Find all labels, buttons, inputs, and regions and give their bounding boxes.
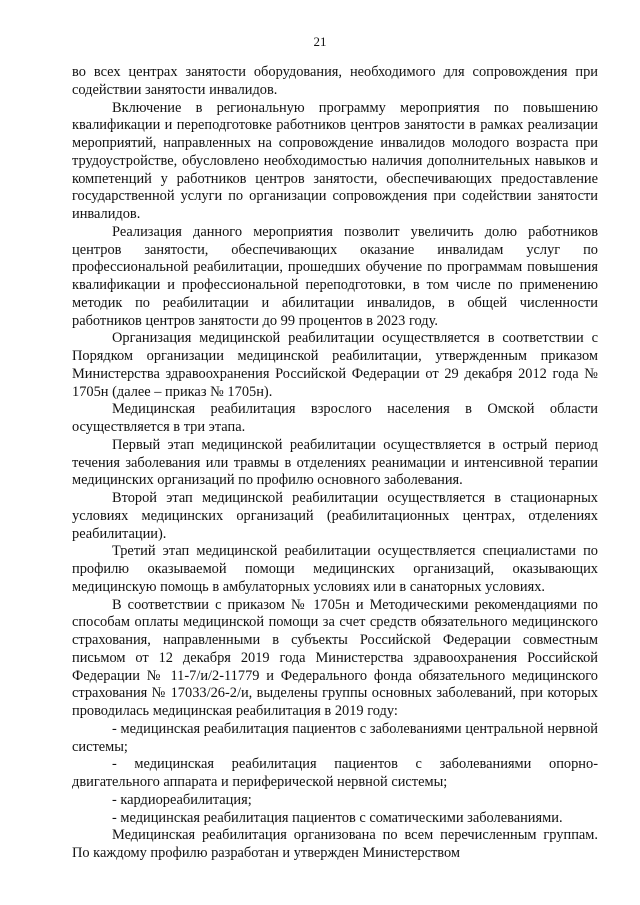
list-item: - медицинская реабилитация пациентов с заболеваниями опорно-двигательного аппарата и периферической нервной системы; <box>72 756 598 790</box>
document-body <box>72 64 598 863</box>
paragraph: Третий этап медицинской реабилитации осуществляется специалистами по профилю оказываемой помощи медицинских организаций, оказывающих медицинскую помощь в амбулаторных условиях или в санаторных условиях. <box>72 543 598 595</box>
list-item: - медицинская реабилитация пациентов с заболеваниями центральной нервной системы; <box>72 720 598 755</box>
paragraph: Медицинская реабилитация взрослого населения в Омской области осуществляется в три этапа. <box>72 401 598 435</box>
paragraph: Реализация данного мероприятия позволит увеличить долю работников центров занятости, обеспечивающих оказание инвалидам услуг по профессиональной реабилитации, прошедших обучение по программам повышения квалификации и профессиональной переподготовки, в том числе по применению методик по реабилитации и абилитации инвалидов, в общей численности работников центров занятости до 99 процентов в 2023 году. <box>72 223 598 329</box>
paragraph: Включение в региональную программу мероприятия по повышению квалификации и переподготовке работников центров занятости в рамках реализации мероприятий, направленных на сопровождение инвалидов молодого возраста при трудоустройстве, обусловлено необходимостью наличия дополнительных навыков и компетенций у работников центров занятости, обеспечивающих предоставление государственной услуги по организации сопровождения при содействии занятости инвалидов. <box>72 99 598 222</box>
paragraph: В соответствии с приказом № 1705н и Методическими рекомендациями по способам оплаты медицинской помощи за счет средств обязательного медицинского страхования, направленными в субъекты Российской Федерации совместным письмом от 12 декабря 2019 года Министерства здравоохранения Российской Федерации № 11-7/и/2-11779 и Федерального фонда обязательного медицинского страхования № 17033/26-2/и, выделены группы основных заболеваний, при которых проводилась медицинская реабилитация в 2019 году: <box>72 596 598 719</box>
paragraph: Медицинская реабилитация организована по всем перечисленным группам. По каждому профилю разработан и утвержден Министерством <box>72 827 598 861</box>
paragraph: Второй этап медицинской реабилитации осуществляется в стационарных условиях медицинских организаций (реабилитационных центрах, отделениях реабилитации). <box>72 490 598 542</box>
paragraph: Организация медицинской реабилитации осуществляется в соответствии с Порядком организации медицинской реабилитации, утвержденным приказом Министерства здравоохранения Российской Федерации от 29 декабря 2012 года № 1705н (далее – приказ № 1705н). <box>72 330 598 400</box>
paragraph: Первый этап медицинской реабилитации осуществляется в острый период течения заболевания или травмы в отделениях реанимации и интенсивной терапии медицинских организаций по профилю основного заболевания. <box>72 436 598 489</box>
list-item: - кардиореабилитация; <box>112 791 252 808</box>
list-item: - медицинская реабилитация пациентов с соматическими заболеваниями. <box>112 809 563 826</box>
page-number: 21 <box>313 34 327 49</box>
paragraph-continuation: во всех центрах занятости оборудования, необходимого для сопровождения при содействии занятости инвалидов. <box>72 64 598 98</box>
